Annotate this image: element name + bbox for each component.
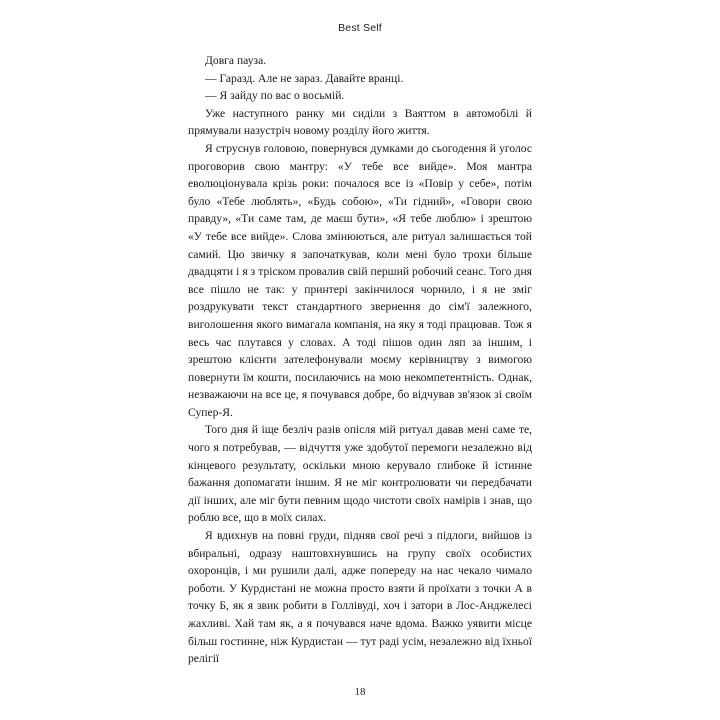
paragraph: Довга пауза. — [205, 54, 267, 67]
paragraph: — Гаразд. Але не зараз. Давайте вранці. — [205, 71, 404, 85]
paragraph: — Я зайду по вас о восьмій. — [205, 89, 345, 103]
paragraph: Я вдихнув на повні груди, підняв свої речі з підлоги, вийшов із вбиральні, одразу наштовхнувшись на групу своїх особистих охоронців, і ми рушили далі, адже попереду на нас чекало чимало роботи. У Курдистані не можна просто взяти й проїхати з точки А в точку Б, як я звик робити в Голлівуді, хоч і затори в Лос-Анджелесі жахливі. Хай там як, а я почувався наче вдома. Важко уявити місце більш гостинне, ніж Курдистан — тут раді усім, незалежно від їхньої релігії — [188, 529, 532, 666]
paragraph: Уже наступного ранку ми сиділи з Ваяттом в автомобілі й прямували назустріч новому розділу його життя. — [188, 106, 532, 138]
page-number: 18 — [354, 686, 366, 698]
paragraph: Того дня й іще безліч разів опісля мій ритуал давав мені саме те, чого я потребував, — відчуття уже здобутої перемоги незалежно від кінцевого результату, оскільки мною керувало глибоке й істинне бажання допомагати іншим. Я не міг контролювати чи передбачати дії інших, але міг бути певним щодо чистоти своїх намірів і знав, що роблю все, що в моїх силах. — [188, 423, 532, 525]
body-text — [188, 52, 532, 668]
running-head: Best Self — [338, 22, 382, 34]
paragraph: Я струснув головою, повернувся думками до сьогодення й уголос проговорив свою мантру: «У тебе все вийде». Моя мантра еволюціонувала крізь роки: почалося все із «Повір у себе», потім було «Тебе люблять», «Будь собою», «Ти гідний», «Говори свою правду», «Ти саме там, де маєш бути», «Я тебе люблю» і зрештою «У тебе все вийде». Слова змінюються, але ритуал залишається той самий. Цю звичку я започаткував, коли мені було трохи більше двадцяти і я з тріском провалив свій перший робочий сеанс. Того дня все пішло не так: у принтері закінчилося чорнило, і я не зміг роздрукувати текст стандартного звернення до сім'ї залежного, виголошення якого вимагала компанія, на яку я тоді працював. Тож я весь час плутався у словах. А тоді пішов один ляп за іншим, і зрештою клієнти зателефонували моєму керівництву з вимогою повернути їм кошти, посилаючись на мою некомпетентність. Однак, незважаючи на все це, я почувався добре, бо відчував зв'язок зі своїм Супер-Я. — [188, 141, 532, 419]
